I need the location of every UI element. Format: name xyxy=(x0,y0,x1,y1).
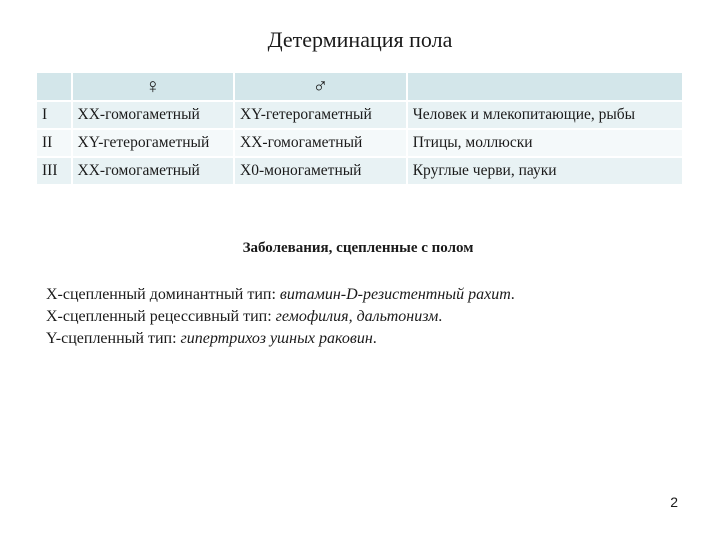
disease-examples: гемофилия, дальтонизм xyxy=(275,308,439,325)
inheritance-type-label: Y-сцепленный тип: xyxy=(46,330,181,347)
disease-examples: гипертрихоз ушных раковин xyxy=(180,330,373,347)
page-number: 2 xyxy=(670,494,678,510)
line-end: . xyxy=(510,286,515,303)
organisms-cell: Человек и млекопитающие, рыбы xyxy=(408,102,684,130)
female-symbol-header: ♀ xyxy=(73,73,236,102)
sex-determination-table xyxy=(37,73,684,186)
inheritance-type-label: Х-сцепленный доминантный тип: xyxy=(46,286,280,303)
male-cell: XX-гомогаметный xyxy=(235,130,408,158)
diseases-list xyxy=(46,284,515,350)
female-cell: XX-гомогаметный xyxy=(73,158,236,186)
disease-line xyxy=(46,306,515,328)
disease-line xyxy=(46,284,515,306)
organisms-cell: Круглые черви, пауки xyxy=(408,158,684,186)
page-title: Детерминация пола xyxy=(267,27,453,52)
table-row xyxy=(37,102,684,130)
male-cell: X0-моногаметный xyxy=(235,158,408,186)
line-end: . xyxy=(372,330,377,347)
line-end: . xyxy=(438,308,443,325)
table-row xyxy=(37,158,684,186)
header-cell-empty xyxy=(37,73,73,102)
inheritance-type-label: Х-сцепленный рецессивный тип: xyxy=(46,308,276,325)
disease-line xyxy=(46,328,515,350)
type-cell: III xyxy=(37,158,73,186)
type-cell: I xyxy=(37,102,73,130)
table-header-row xyxy=(37,73,684,102)
male-cell: XY-гетерогаметный xyxy=(235,102,408,130)
type-cell: II xyxy=(37,130,73,158)
organisms-cell: Птицы, моллюски xyxy=(408,130,684,158)
table-row xyxy=(37,130,684,158)
diseases-heading: Заболевания, сцепленные с полом xyxy=(242,240,474,256)
disease-examples: витамин-D-резистентный рахит xyxy=(279,286,511,303)
male-symbol-header: ♂ xyxy=(235,73,408,102)
female-cell: XX-гомогаметный xyxy=(73,102,236,130)
female-cell: XY-гетерогаметный xyxy=(73,130,236,158)
header-cell-organisms xyxy=(408,73,684,102)
